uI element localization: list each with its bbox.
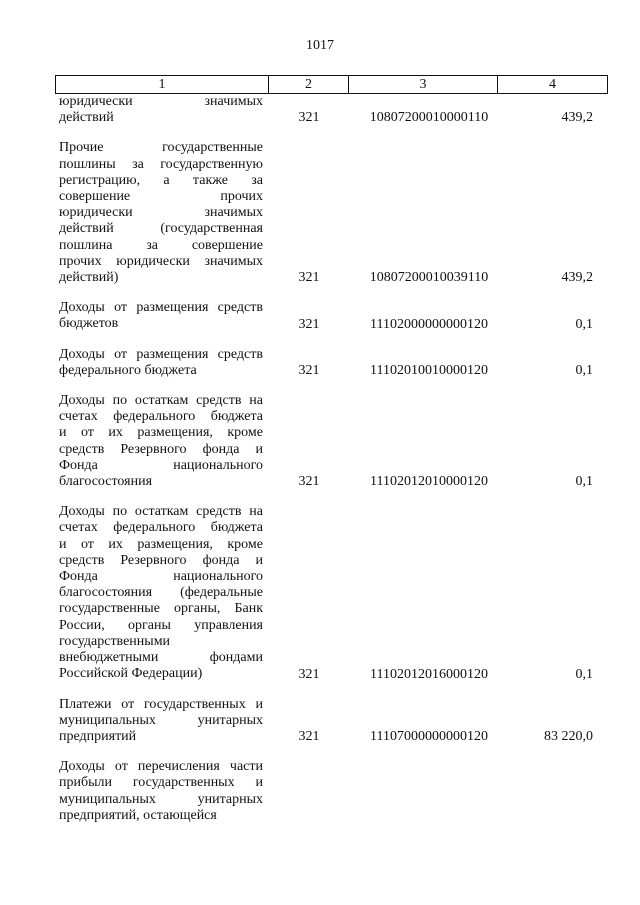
description-line: Доходы по остаткам средств на <box>59 504 263 520</box>
budget-classification-code: 11102012010000120 <box>370 474 488 490</box>
description-line: государственными <box>59 633 171 649</box>
admin-code: 321 <box>298 363 320 379</box>
description-line: муниципальных унитарных <box>59 712 263 728</box>
description-line: Платежи от государственных и <box>59 696 263 712</box>
description-line: юридически значимых <box>59 94 263 109</box>
description-line: муниципальных унитарных <box>59 791 263 807</box>
income-description <box>59 140 263 286</box>
table-row <box>59 94 605 126</box>
table-row <box>59 504 605 682</box>
column-header-3: 3 <box>349 76 498 94</box>
admin-code: 321 <box>298 316 320 332</box>
description-line: Прочие государственные <box>59 140 263 156</box>
table-row <box>59 300 605 332</box>
amount: 0,1 <box>575 316 593 332</box>
description-line: регистрацию, а также за <box>59 172 263 188</box>
income-description <box>59 393 263 490</box>
income-description <box>59 94 263 126</box>
description-line: Фонда национального <box>59 457 263 473</box>
description-line: Российской Федерации) <box>59 666 203 682</box>
description-line: средств Резервного фонда и <box>59 552 263 568</box>
budget-classification-code: 10807200010000110 <box>369 110 489 126</box>
budget-classification-code: 11102010010000120 <box>370 363 488 379</box>
description-line: юридически значимых <box>59 205 263 221</box>
budget-classification-code: 10807200010039110 <box>369 270 489 286</box>
description-line: счетах федерального бюджета <box>59 409 263 425</box>
table-body <box>59 94 605 838</box>
description-line: пошлины за государственную <box>59 156 263 172</box>
description-line: средств Резервного фонда и <box>59 441 263 457</box>
description-line: России, органы управления <box>59 617 263 633</box>
admin-code: 321 <box>298 110 320 126</box>
admin-code: 321 <box>298 666 320 682</box>
description-line: прибыли государственных и <box>59 775 263 791</box>
table-row <box>59 759 605 824</box>
description-line: Доходы от размещения средств <box>59 300 263 316</box>
budget-classification-code: 11107000000000120 <box>370 729 488 745</box>
table-row <box>59 393 605 490</box>
description-line: Доходы от перечисления части <box>59 759 263 775</box>
amount: 0,1 <box>575 666 593 682</box>
column-header-table <box>55 75 608 94</box>
description-line: внебюджетными фондами <box>59 650 263 666</box>
description-line: Доходы от размещения средств <box>59 346 263 362</box>
amount: 0,1 <box>575 474 593 490</box>
description-line: действий <box>59 110 114 126</box>
description-line: Доходы по остаткам средств на <box>59 393 263 409</box>
income-description <box>59 504 263 682</box>
amount: 439,2 <box>561 110 593 126</box>
description-line: и от их размещения, кроме <box>59 425 263 441</box>
admin-code: 321 <box>298 474 320 490</box>
table-row <box>59 347 605 379</box>
description-line: предприятий <box>59 728 137 744</box>
admin-code: 321 <box>298 729 320 745</box>
amount: 439,2 <box>561 270 593 286</box>
description-line: предприятий, остающейся <box>59 807 217 823</box>
description-line: благосостояния <box>59 474 153 490</box>
column-header-row <box>56 76 608 94</box>
description-line: государственные органы, Банк <box>59 601 263 617</box>
income-description <box>59 759 263 824</box>
description-line: федерального бюджета <box>59 362 197 378</box>
amount: 83 220,0 <box>544 729 593 745</box>
budget-classification-code: 11102012016000120 <box>370 666 488 682</box>
description-line: прочих юридически значимых <box>59 253 263 269</box>
description-line: совершение прочих <box>59 189 263 205</box>
description-line: пошлина за совершение <box>59 237 263 253</box>
description-line: действий) <box>59 270 119 286</box>
column-header-4: 4 <box>498 76 608 94</box>
column-header-2: 2 <box>269 76 349 94</box>
description-line: и от их размещения, кроме <box>59 536 263 552</box>
description-line: Фонда национального <box>59 569 263 585</box>
description-line: счетах федерального бюджета <box>59 520 263 536</box>
income-description <box>59 347 263 379</box>
budget-classification-code: 11102000000000120 <box>370 316 488 332</box>
table-row <box>59 697 605 746</box>
admin-code: 321 <box>298 270 320 286</box>
amount: 0,1 <box>575 363 593 379</box>
description-line: благосостояния (федеральные <box>59 585 263 601</box>
page-number: 1017 <box>306 38 334 53</box>
income-description <box>59 697 263 746</box>
column-header-1: 1 <box>56 76 269 94</box>
description-line: бюджетов <box>59 316 119 332</box>
description-line: действий (государственная <box>59 221 263 237</box>
income-description <box>59 300 263 332</box>
table-row <box>59 140 605 286</box>
